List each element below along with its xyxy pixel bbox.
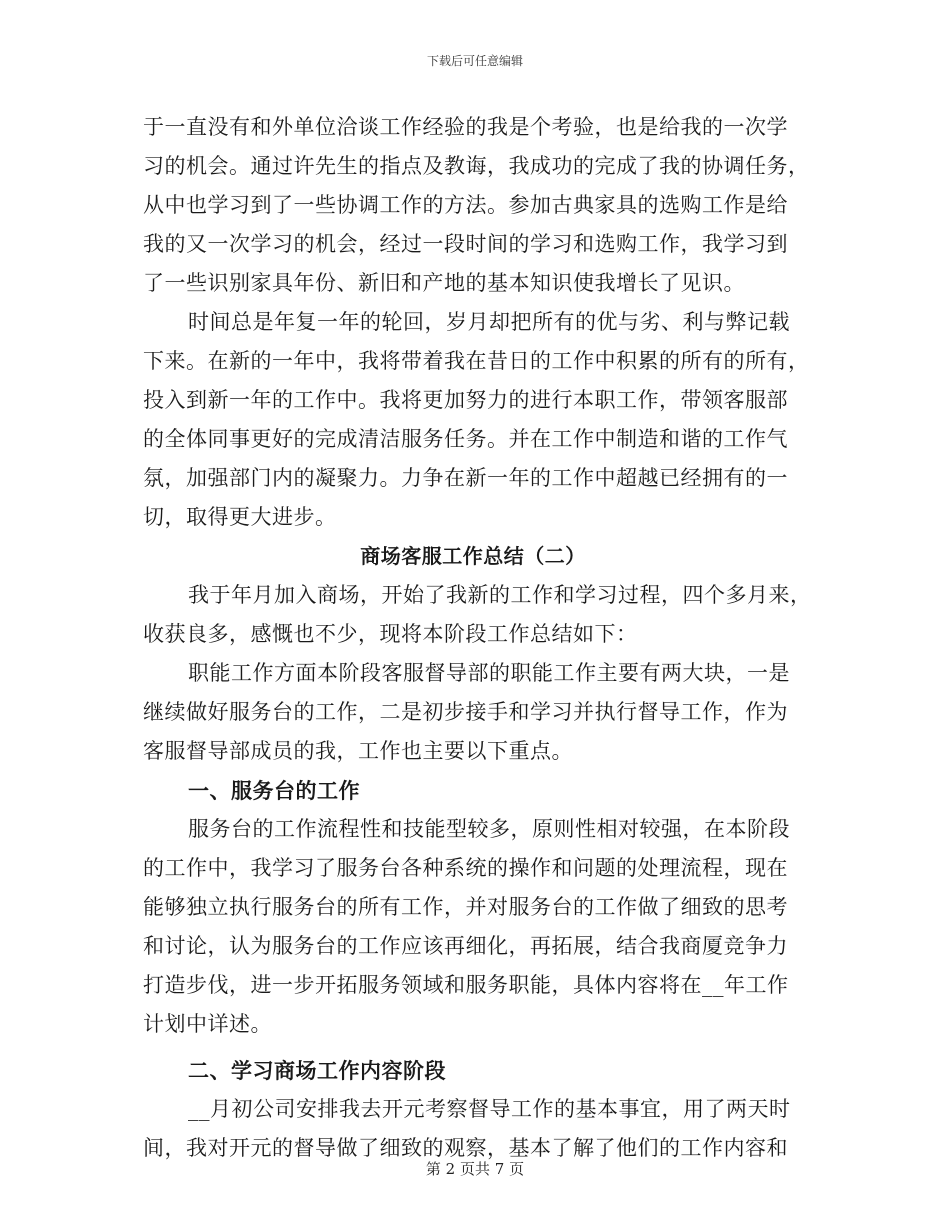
paragraph-line: 我于年月加入商场，开始了我新的工作和学习过程，四个多月来， [188,583,812,607]
paragraph-line: 继续做好服务台的工作，二是初步接手和学习并执行督导工作，作为 [143,700,788,724]
paragraph-line: 的全体同事更好的完成清洁服务任务。并在工作中制造和谐的工作气 [143,427,788,451]
section-title: 商场客服工作总结（二） [360,544,586,568]
paragraph-line: 的工作中，我学习了服务台各种系统的操作和问题的处理流程，现在 [143,856,788,880]
paragraph-line: 能够独立执行服务台的所有工作，并对服务台的工作做了细致的思考 [143,895,788,919]
paragraph-line: 于一直没有和外单位洽谈工作经验的我是个考验，也是给我的一次学 [143,115,788,139]
paragraph-line: 客服督导部成员的我，工作也主要以下重点。 [143,739,573,763]
paragraph-line: 收获良多，感慨也不少，现将本阶段工作总结如下： [143,622,638,646]
paragraph-line: 切，取得更大进步。 [143,505,337,529]
paragraph-line: 下来。在新的一年中，我将带着我在昔日的工作中积累的所有的所有， [143,349,810,373]
paragraph-line: 了一些识别家具年份、新旧和产地的基本知识使我增长了见识。 [143,271,745,295]
paragraph-line: 我的又一次学习的机会，经过一段时间的学习和选购工作，我学习到 [143,232,788,256]
paragraph-line: 从中也学习到了一些协调工作的方法。参加古典家具的选购工作是给 [143,193,788,217]
paragraph-line: 职能工作方面本阶段客服督导部的职能工作主要有两大块，一是 [188,661,790,685]
paragraph-line: 打造步伐，进一步开拓服务领域和服务职能，具体内容将在__年工作 [143,973,789,997]
paragraph-line: 习的机会。通过许先生的指点及教诲，我成功的完成了我的协调任务， [143,154,810,178]
paragraph-line: __月初公司安排我去开元考察督导工作的基本事宜，用了两天时 [188,1097,791,1121]
paragraph-line: 计划中详述。 [143,1012,272,1036]
paragraph-line: 间，我对开元的督导做了细致的观察，基本了解了他们的工作内容和 [143,1136,788,1160]
paragraph-line: 和讨论，认为服务台的工作应该再细化，再拓展，结合我商厦竞争力 [143,934,788,958]
subsection-heading: 二、学习商场工作内容阶段 [188,1058,446,1083]
paragraph-line: 时间总是年复一年的轮回，岁月却把所有的优与劣、利与弊记载 [188,310,790,334]
paragraph-line: 服务台的工作流程性和技能型较多，原则性相对较强，在本阶段 [188,817,790,841]
paragraph-line: 氛，加强部门内的凝聚力。力争在新一年的工作中超越已经拥有的一 [143,466,788,490]
page-header: 下载后可任意编辑 [426,54,523,68]
subsection-heading: 一、服务台的工作 [188,778,360,803]
paragraph-line: 投入到新一年的工作中。我将更加努力的进行本职工作，带领客服部 [143,388,788,412]
page-footer: 第 2 页共 7 页 [425,1160,525,1178]
document-body [143,108,812,1168]
